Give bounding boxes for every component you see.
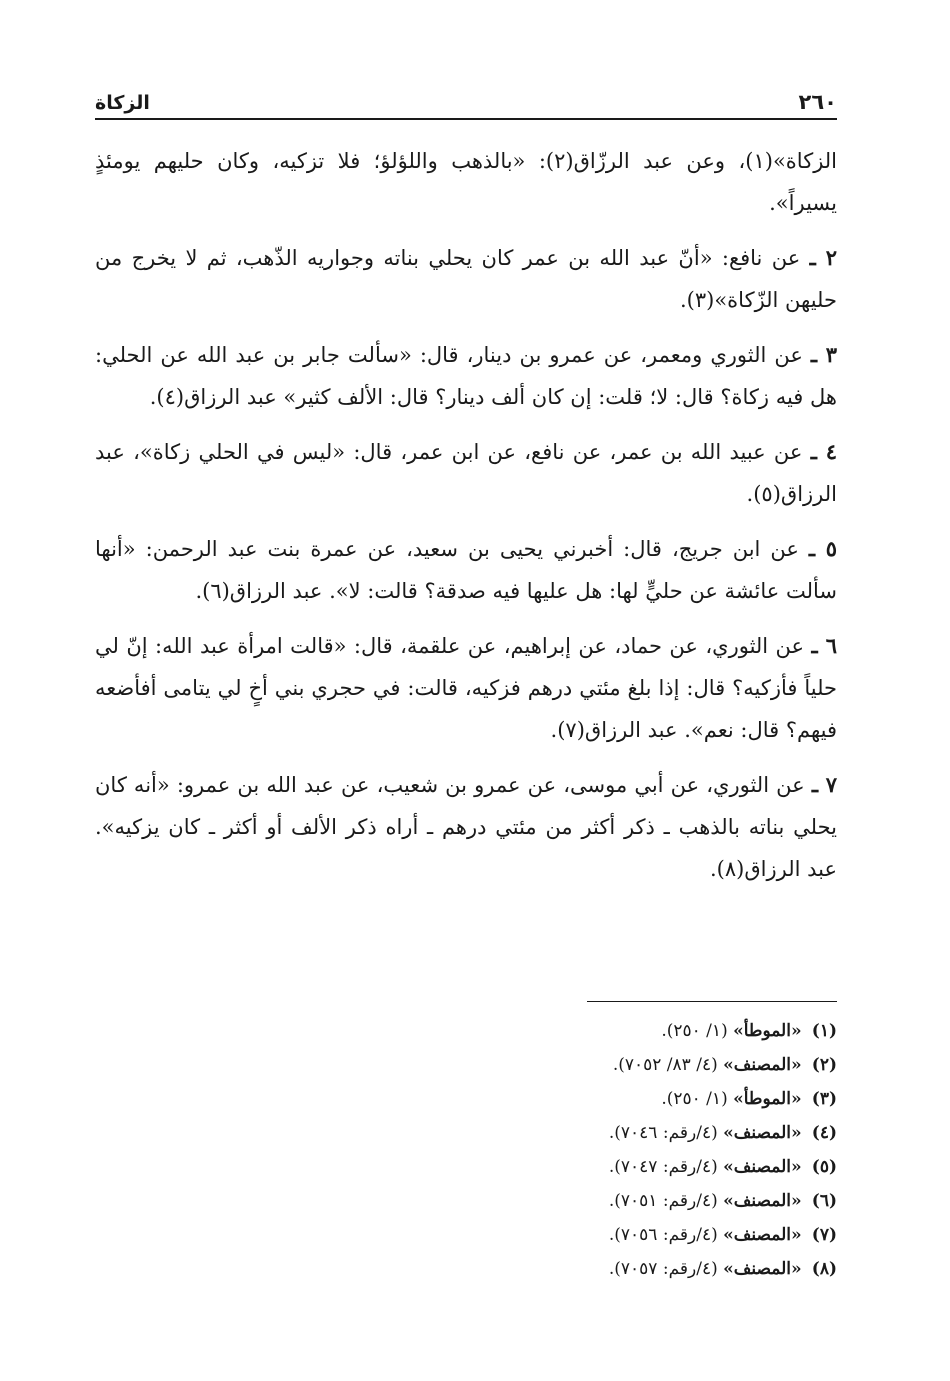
footnote-ref: (٤/رقم: ٧٠٤٧). bbox=[608, 1157, 718, 1177]
paragraph-text: عن عبيد الله بن عمر، عن نافع، عن ابن عمر، قال: «ليس في الحلي زكاة»، عبد الرزاق(٥). bbox=[95, 440, 837, 506]
footnote-4 bbox=[95, 1116, 837, 1150]
page-number: ٢٦٠ bbox=[798, 90, 837, 114]
footnote-ref: (٤/ ٨٣/ ٧٠٥٢). bbox=[612, 1055, 718, 1075]
footnote-2 bbox=[95, 1048, 837, 1082]
footnote-7 bbox=[95, 1218, 837, 1252]
footnote-ref: (١/ ٢٥٠). bbox=[661, 1089, 728, 1109]
paragraph-7 bbox=[95, 764, 837, 890]
paragraph-2 bbox=[95, 237, 837, 321]
footnote-number: (٢) bbox=[811, 1055, 837, 1075]
footnote-source: «المصنف» bbox=[723, 1191, 802, 1211]
paragraph-number: ٣ ـ bbox=[810, 342, 837, 367]
footnote-number: (٣) bbox=[811, 1089, 837, 1109]
footnote-5 bbox=[95, 1150, 837, 1184]
footnote-source: «الموطأ» bbox=[733, 1021, 802, 1041]
footnote-3 bbox=[95, 1082, 837, 1116]
footnote-source: «المصنف» bbox=[723, 1225, 802, 1245]
paragraph-text: عن ابن جريج، قال: أخبرني يحيى بن سعيد، عن عمرة بنت عبد الرحمن: «أنها سألت عائشة عن حليٍّ لها: هل عليها فيه صدقة؟ قالت: لا». عبد الرزاق(٦). bbox=[95, 537, 837, 603]
footnote-ref: (١/ ٢٥٠). bbox=[661, 1021, 728, 1041]
footnote-ref: (٤/رقم: ٧٠٤٦). bbox=[608, 1123, 718, 1143]
footnote-number: (٤) bbox=[811, 1123, 837, 1143]
footnote-8 bbox=[95, 1252, 837, 1286]
footnote-ref: (٤/رقم: ٧٠٥١). bbox=[608, 1191, 718, 1211]
footnote-number: (٧) bbox=[811, 1225, 837, 1245]
footnote-number: (٥) bbox=[811, 1157, 837, 1177]
footnote-source: «المصنف» bbox=[723, 1055, 802, 1075]
paragraph-text: الزكاة»(١)، وعن عبد الرزّاق(٢): «بالذهب واللؤلؤ؛ فلا تزكيه، وكان حليهم يومئذٍ يسيراً». bbox=[95, 149, 838, 215]
paragraph-number: ٥ ـ bbox=[808, 536, 837, 561]
footnote-source: «الموطأ» bbox=[733, 1089, 802, 1109]
main-text bbox=[95, 140, 837, 903]
book-page bbox=[95, 0, 837, 1381]
footnote-number: (٦) bbox=[811, 1191, 837, 1211]
paragraph-3 bbox=[95, 334, 837, 418]
paragraph-text: عن الثوري، عن أبي موسى، عن عمرو بن شعيب، عن عبد الله بن عمرو: «أنه كان يحلي بناته بالذهب ـ ذكر أكثر من مئتي درهم ـ أراه ذكر الألف أو أكثر ـ كان يزكيه». عبد الرزاق(٨). bbox=[95, 773, 837, 881]
paragraph-5 bbox=[95, 528, 837, 612]
paragraph-4 bbox=[95, 431, 837, 515]
paragraph-number: ٤ ـ bbox=[810, 439, 837, 464]
footnotes bbox=[95, 1014, 837, 1286]
paragraph-number: ٢ ـ bbox=[809, 245, 837, 270]
footnote-1 bbox=[95, 1014, 837, 1048]
footnote-ref: (٤/رقم: ٧٠٥٧). bbox=[608, 1259, 718, 1279]
paragraph-text: عن الثوري ومعمر، عن عمرو بن دينار، قال: «سألت جابر بن عبد الله عن الحلي: هل فيه زكاة؟ قال: لا؛ قلت: إن كان ألف دينار؟ قال: الألف كثير» عبد الرزاق(٤). bbox=[95, 343, 837, 409]
running-title: الزكاة bbox=[95, 92, 150, 114]
footnote-number: (٨) bbox=[811, 1259, 837, 1279]
paragraph-text: عن نافع: «أنّ عبد الله بن عمر كان يحلي بناته وجواريه الذّهب، ثم لا يخرج من حليهن الزّكاة»(٣). bbox=[95, 246, 837, 312]
page-header bbox=[95, 80, 837, 120]
paragraph-text: عن الثوري، عن حماد، عن إبراهيم، عن علقمة، قال: «قالت امرأة عبد الله: إنّ لي حلياً فأزكيه؟ قال: إذا بلغ مئتي درهم فزكيه، قالت: في حجري بني أخٍ لي يتامى أفأضعه فيهم؟ قال: نعم». عبد الرزاق(٧). bbox=[95, 634, 838, 742]
footnote-6 bbox=[95, 1184, 837, 1218]
footnote-number: (١) bbox=[811, 1021, 837, 1041]
paragraph-6 bbox=[95, 625, 837, 751]
footnote-source: «المصنف» bbox=[723, 1123, 802, 1143]
footnote-source: «المصنف» bbox=[723, 1157, 802, 1177]
paragraph-number: ٦ ـ bbox=[811, 633, 837, 658]
paragraph-continuation bbox=[95, 140, 837, 224]
paragraph-number: ٧ ـ bbox=[811, 772, 837, 797]
footnote-separator bbox=[587, 1001, 837, 1002]
footnote-ref: (٤/رقم: ٧٠٥٦). bbox=[608, 1225, 718, 1245]
footnote-source: «المصنف» bbox=[723, 1259, 802, 1279]
